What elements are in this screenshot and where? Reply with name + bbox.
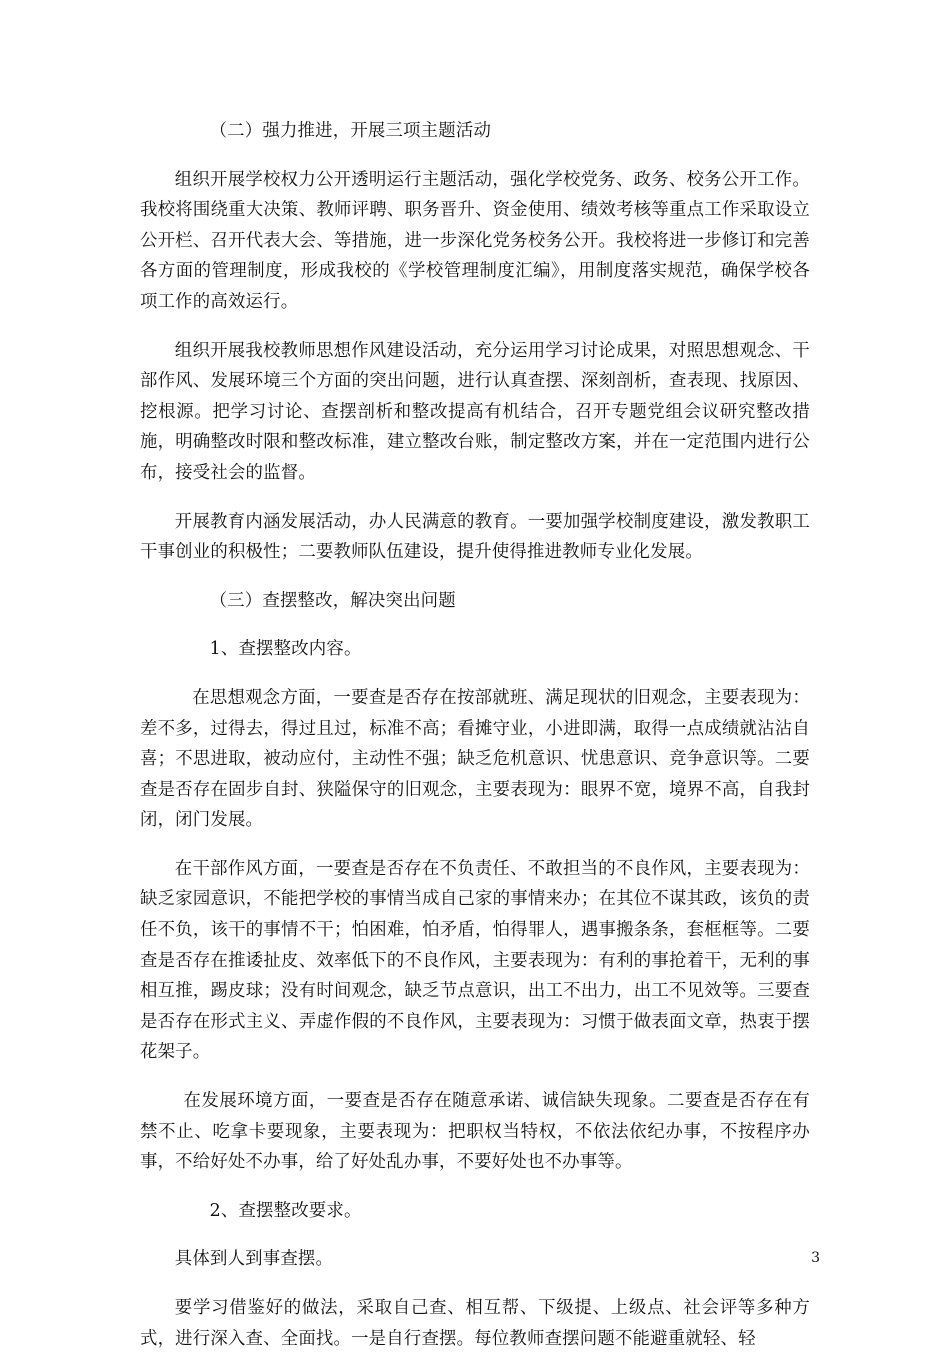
paragraph-environment: 在发展环境方面，一要查是否存在随意承诺、诚信缺失现象。二要查是否存在有禁不止、吃拿卡要现象，主要表现为：把职权当特权，不依法依纪办事，不按程序办事，不给好处不办事，给了好处乱办事，不要好处也不办事等。 xyxy=(140,1091,810,1173)
section-heading-2: （二）强力推进，开展三项主题活动 xyxy=(209,121,492,141)
paragraph-power-transparency: 组织开展学校权力公开透明运行主题活动，强化学校党务、政务、校务公开工作。我校将围绕重大决策、教师评聘、职务晋升、资金使用、绩效考核等重点工作采取设立公开栏、召开代表大会、等措施，进一步深化党务校务公开。我校将进一步修订和完善各方面的管理制度，形成我校的《学校管理制度汇编》，用制度落实规范，确保学校各项工作的高效运行。 xyxy=(140,169,810,312)
page-number: 3 xyxy=(811,1250,820,1266)
subheading-review-requirements: 2、查摆整改要求。 xyxy=(209,1200,362,1221)
subheading-review-content: 1、查摆整改内容。 xyxy=(209,639,362,660)
section-heading-3: （三）查摆整改，解决突出问题 xyxy=(209,590,456,611)
document-page xyxy=(140,116,810,1372)
paragraph-education-development: 开展教育内涵发展活动，办人民满意的教育。一要加强学校制度建设，激发教职工干事创业的积极性；二要教师队伍建设，提升使得推进教师专业化发展。 xyxy=(140,511,810,563)
paragraph-methods: 要学习借鉴好的做法，采取自己查、相互帮、下级提、上级点、社会评等多种方式，进行深入查、全面找。一是自行查摆。每位教师查摆问题不能避重就轻、轻 xyxy=(140,1298,810,1349)
paragraph-specific-review: 具体到人到事查摆。 xyxy=(174,1249,334,1270)
paragraph-ideology: 在思想观念方面，一要查是否存在按部就班、满足现状的旧观念，主要表现为：差不多，过得去，得过且过，标准不高；看摊守业，小进即满，取得一点成绩就沾沾自喜；不思进取，被动应付，主动性不强；缺乏危机意识、忧患意识、竞争意识等。二要查是否存在固步自封、狭隘保守的旧观念，主要表现为：眼界不宽，境界不高，自我封闭，闭门发展。 xyxy=(140,687,810,831)
paragraph-cadre-style: 在干部作风方面，一要查是否存在不负责任、不敢担当的不良作风，主要表现为：缺乏家园意识，不能把学校的事情当成自己家的事情来办；在其位不谋其政，该负的责任不负，该干的事情不干；怕困难，怕矛盾，怕得罪人，遇事搬条条，套框框等。二要查是否存在推诿扯皮、效率低下的不良作风，主要表现为：有利的事抢着干，无利的事相互推，踢皮球；没有时间观念，缺乏节点意识，出工不出力，出工不见效等。三要查是否存在形式主义、弄虚作假的不良作风，主要表现为：习惯于做表面文章，热衷于摆花架子。 xyxy=(140,858,810,1063)
paragraph-teacher-style: 组织开展我校教师思想作风建设活动，充分运用学习讨论成果，对照思想观念、干部作风、发展环境三个方面的突出问题，进行认真查摆、深刻剖析，查表现、找原因、挖根源。把学习讨论、查摆剖析和整改提高有机结合，召开专题党组会议研究整改措施，明确整改时限和整改标准，建立整改台账，制定整改方案，并在一定范围内进行公布，接受社会的监督。 xyxy=(140,340,810,483)
